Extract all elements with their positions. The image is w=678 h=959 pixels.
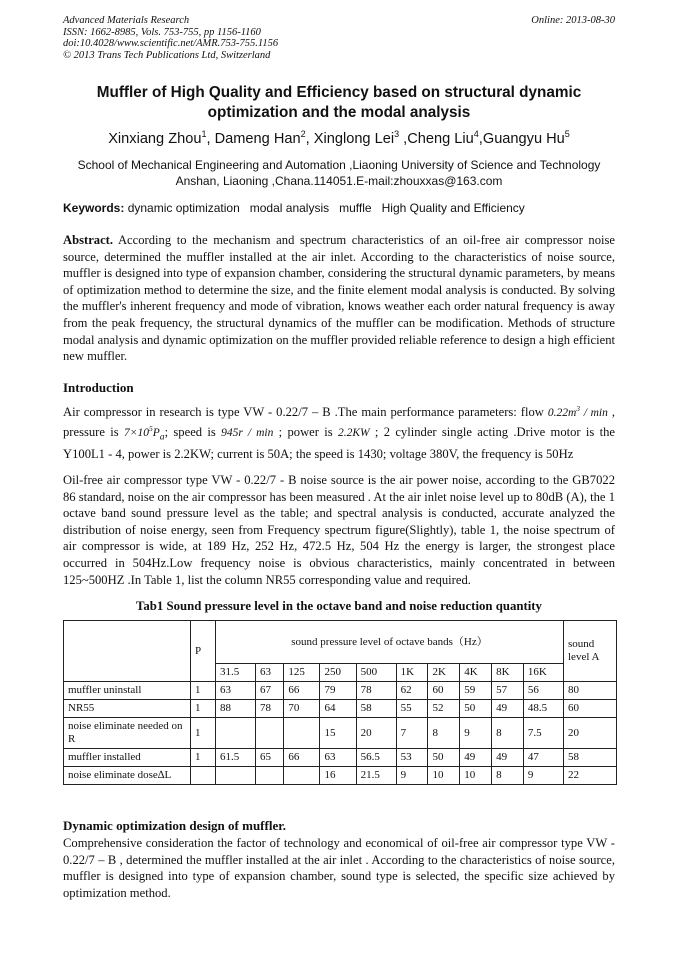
abstract-label: Abstract. [63, 233, 114, 247]
cell: 53 [396, 749, 428, 767]
cell: 88 [216, 700, 256, 718]
keywords-label: Keywords: [63, 201, 125, 215]
row-label: muffler uninstall [64, 682, 191, 700]
row-label: noise eliminate dose∆L [64, 767, 191, 785]
cell: 9 [523, 767, 563, 785]
band-header: 4K [460, 664, 492, 682]
cell: 9 [396, 767, 428, 785]
cell: 8 [492, 718, 524, 749]
flow-formula [547, 404, 608, 419]
cell: 59 [460, 682, 492, 700]
cell: 56.5 [356, 749, 396, 767]
keyword: dynamic optimization [127, 201, 240, 215]
band-header: 500 [356, 664, 396, 682]
power-formula [338, 427, 370, 439]
author-sup: 3 [394, 129, 400, 139]
author-sup: 2 [300, 129, 306, 139]
cell: 49 [492, 749, 524, 767]
cell [256, 718, 284, 749]
cell: 48.5 [523, 700, 563, 718]
cell: 10 [460, 767, 492, 785]
text-run: , pressure is [63, 404, 615, 440]
cell: 60 [428, 682, 460, 700]
cell: 47 [523, 749, 563, 767]
table-row [64, 700, 617, 718]
formula-unit: P [152, 427, 160, 440]
formula-unit: / min [580, 406, 608, 419]
affiliation [63, 157, 615, 189]
cell: 67 [256, 682, 284, 700]
band-header: 125 [284, 664, 320, 682]
title-line-1: Muffler of High Quality and Efficiency based on structural dynamic [96, 84, 582, 101]
cell: 8 [428, 718, 460, 749]
cell: 58 [356, 700, 396, 718]
formula-value: 0.22 [547, 406, 568, 419]
cell [216, 767, 256, 785]
author-sep: , [206, 130, 215, 147]
abstract [63, 232, 615, 365]
formula-value: 2.2 [337, 427, 353, 440]
formula-unit: m [567, 406, 577, 419]
title-line-2: optimization and the modal analysis [207, 103, 471, 121]
author-list [63, 129, 615, 147]
author: Dameng Han [214, 130, 301, 147]
cell: 21.5 [356, 767, 396, 785]
cell: 10 [428, 767, 460, 785]
text-run: ; power is [273, 425, 338, 440]
author-sep: , [399, 130, 408, 147]
dynamic-optimization-paragraph: Comprehensive consideration the factor of technology and economical of oil-free air compressor type VW - 0.22/7 – B , determined the muffler installed at the air inlet . According to the characteristics of noise source, muffler is designed into type of expansion chamber, sound type is selected, the specific size achieved by optimization method. [63, 836, 615, 900]
text-run: ; speed is [164, 425, 222, 440]
row-p: 1 [191, 718, 216, 749]
author: Xinglong Lei [313, 130, 395, 147]
pressure-formula [124, 424, 165, 443]
row-p: 1 [191, 682, 216, 700]
row-label: NR55 [64, 700, 191, 718]
row-label: noise eliminate needed on R [64, 718, 191, 749]
speed-formula [221, 427, 273, 439]
cell: 49 [492, 700, 524, 718]
cell: 9 [460, 718, 492, 749]
row-p [191, 767, 216, 785]
row-p: 1 [191, 749, 216, 767]
cell: 50 [460, 700, 492, 718]
cell: 20 [356, 718, 396, 749]
cell: 8 [492, 767, 524, 785]
abstract-text: According to the mechanism and spectrum characteristics of an oil-free air compressor noise source, determined the muffler installed at the air inlet. According to the characteristics of noise source, muffler is designed into type of expansion chamber, considering the structural dynamic parameters, by means of optimization method to determine the size, and the finite element modal analysis is conducted. By solving the muffler's inherent frequency and mode of vibration, knows weather each order natural frequency is away from the peak frequency, the structural dynamics of the muffler can be modification. Methods of structure modal analysis and dynamic optimization on the muffler provided reliable reference to design a high efficient new muffler. [63, 233, 615, 364]
table-header-row [64, 621, 617, 664]
cell: 55 [396, 700, 428, 718]
row-label: muffler installed [64, 749, 191, 767]
paper-title [63, 83, 615, 122]
section-heading-dynamic-optimization: Dynamic optimization design of muffler. [63, 818, 287, 833]
author: Xinxiang Zhou [108, 130, 202, 147]
cell: 65 [256, 749, 284, 767]
octave-band-table [63, 620, 617, 785]
group-header: sound pressure level of octave bands（Hz） [216, 621, 564, 664]
table-row [64, 718, 617, 749]
band-header: 1K [396, 664, 428, 682]
table-row [64, 682, 617, 700]
keyword: muffle [339, 201, 372, 215]
author-sep: , [305, 130, 314, 147]
cell: 52 [428, 700, 460, 718]
band-header: 8K [492, 664, 524, 682]
cell: 62 [396, 682, 428, 700]
journal-name: Advanced Materials Research [63, 15, 190, 26]
author-sep: , [478, 130, 483, 147]
cell: 61.5 [216, 749, 256, 767]
table-row [64, 749, 617, 767]
keyword: modal analysis [249, 201, 330, 215]
p-header: P [191, 621, 216, 682]
formula-unit: KW [352, 427, 370, 440]
cell [284, 718, 320, 749]
cell: 66 [284, 682, 320, 700]
cell: 15 [320, 718, 356, 749]
author-sup: 5 [564, 129, 570, 139]
cell: 78 [356, 682, 396, 700]
journal-doi[interactable]: doi:10.4028/www.scientific.net/AMR.753-755.1156 [63, 38, 279, 49]
cell: 7 [396, 718, 428, 749]
cell: 56 [523, 682, 563, 700]
cell: 78 [256, 700, 284, 718]
intro-paragraph-1 [63, 401, 615, 463]
author: Guangyu Hu [482, 130, 565, 147]
formula-value: 945 [221, 427, 239, 440]
text-run: ; 2 cylinder single acting .Drive motor is the Y100L1 - 4, power is 2.2KW; current is 50A; the speed is 1430; voltage 380V, the frequency is 50Hz [63, 425, 616, 462]
author: Cheng Liu [407, 130, 474, 147]
author-sup: 1 [201, 129, 207, 139]
cell-level: 22 [564, 767, 617, 785]
cell [216, 718, 256, 749]
cell: 50 [428, 749, 460, 767]
cell: 57 [492, 682, 524, 700]
affiliation-line-1: School of Mechanical Engineering and Automation ,Liaoning University of Science and Technology [77, 158, 601, 172]
text-run: Air compressor in research is type VW - 0.22/7 – B .The main performance parameters: flow [63, 404, 548, 419]
keyword: High Quality and Efficiency [381, 201, 525, 215]
journal-header [63, 15, 278, 61]
formula-exp: 3 [576, 404, 581, 413]
cell: 66 [284, 749, 320, 767]
cell: 49 [460, 749, 492, 767]
section-heading-introduction: Introduction [63, 380, 134, 395]
cell: 16 [320, 767, 356, 785]
affiliation-line-2: Anshan, Liaoning ,Chana.114051.E-mail:zhouxxas@163.com [175, 174, 503, 188]
table-row [64, 767, 617, 785]
cell [256, 767, 284, 785]
keywords [63, 201, 615, 215]
intro-paragraph-2: Oil-free air compressor type VW - 0.22/7 - B noise source is the air power noise, according to the GB7022 86 standard, noise on the air compressor has been measured . At the air inlet noise level up to 80dB (A), the 1 octave band sound pressure level as the table; and spectral analysis is conducted, accurate analyzed the distribution of noise energy, seen from Frequency spectrum figure(Slightly), table 1, the noise spectrum of air compressor is wide, at 189 Hz, 252 Hz, 472.5 Hz, 504 Hz the energy is larger, the strongest place occurred in 504Hz.Low frequency noise is obvious characteristics, mainly concentrated in between 125~500HZ .In Table 1, list the column NR55 corresponding value and required. [63, 473, 615, 587]
table-caption: Tab1 Sound pressure level in the octave band and noise reduction quantity [136, 599, 542, 613]
cell-level: 20 [564, 718, 617, 749]
online-date: Online: 2013-08-30 [531, 15, 615, 26]
band-header: 2K [428, 664, 460, 682]
formula-exp: 5 [149, 424, 153, 434]
level-header: sound level A [564, 621, 617, 682]
cell-level: 80 [564, 682, 617, 700]
cell-level: 60 [564, 700, 617, 718]
band-header: 250 [320, 664, 356, 682]
author-sup: 4 [473, 129, 479, 139]
journal-issn: ISSN: 1662-8985, Vols. 753-755, pp 1156-1160 [63, 26, 261, 38]
cell: 79 [320, 682, 356, 700]
band-header: 31.5 [216, 664, 256, 682]
cell-level: 58 [564, 749, 617, 767]
cell: 63 [320, 749, 356, 767]
cell: 70 [284, 700, 320, 718]
formula-unit: r / min [238, 427, 274, 440]
journal-copyright: © 2013 Trans Tech Publications Ltd, Switzerland [63, 49, 271, 61]
cell: 63 [216, 682, 256, 700]
corner-cell [64, 621, 191, 682]
band-header: 63 [256, 664, 284, 682]
cell: 64 [320, 700, 356, 718]
formula-value: 7×10 [124, 427, 150, 440]
band-header: 16K [523, 664, 563, 682]
cell [284, 767, 320, 785]
formula-sub: a [159, 431, 165, 443]
cell: 7.5 [523, 718, 563, 749]
row-p: 1 [191, 700, 216, 718]
